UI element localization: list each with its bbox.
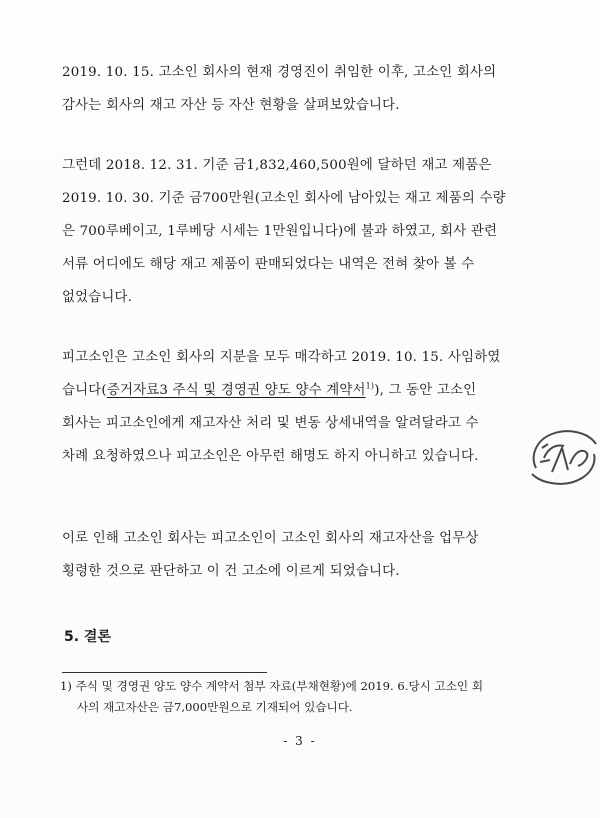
- footnote-divider: [62, 672, 267, 673]
- paragraph-conclusion-lead: [62, 522, 548, 588]
- footnote-line: [60, 676, 550, 697]
- text-line: 이로 인해 고소인 회사는 피고소인이 고소인 회사의 재고자산을 업무상: [62, 531, 479, 546]
- text-line: 횡령한 것으로 판단하고 이 건 고소에 이르게 되었습니다.: [62, 564, 400, 579]
- text-line: 피고소인은 고소인 회사의 지분을 모두 매각하고 2019. 10. 15. 사임하였: [62, 350, 501, 365]
- paragraph-audit: [62, 56, 548, 122]
- footnote: [60, 676, 550, 718]
- page-number: - 3 -: [283, 734, 317, 748]
- text-line: 서류 어디에도 해당 재고 제품이 판매되었다는 내역은 전혀 찾아 볼 수: [62, 257, 475, 272]
- text-line: 없었습니다.: [62, 290, 133, 305]
- text-line: 2019. 10. 15. 고소인 회사의 현재 경영진이 취임한 이후, 고소인 회사의: [62, 65, 497, 80]
- certification-stamp-icon: [522, 418, 600, 490]
- text-line: 차례 요청하였으나 피고소인은 아무런 해명도 하지 아니하고 있습니다.: [62, 449, 479, 464]
- evidence-reference: 증거자료3 주식 및 경영권 양도 양수 계약서: [106, 383, 366, 398]
- paragraph-resignation: [62, 341, 548, 473]
- footnote-line: 사의 재고자산은 금7,000만원으로 기재되어 있습니다.: [77, 700, 353, 714]
- text-fragment: 습니다(: [62, 383, 107, 398]
- text-line: 그런데 2018. 12. 31. 기준 금1,832,460,500원에 달하던 재고 제품은: [62, 158, 492, 173]
- text-line: 회사는 피고소인에게 재고자산 처리 및 변동 상세내역을 알려달라고 수: [62, 416, 479, 431]
- text-line: 은 700루베이고, 1루베당 시세는 1만원입니다)에 불과 하였고, 회사 관련: [62, 224, 498, 239]
- paragraph-inventory: [62, 149, 548, 314]
- footnote-text: 주식 및 경영권 양도 양수 계약서 첨부 자료(부채현황)에 2019. 6.당시 고소인 회: [75, 679, 484, 693]
- footnote-number: 1): [60, 679, 72, 693]
- text-line: 감사는 회사의 재고 자산 등 자산 현황을 살펴보았습니다.: [62, 98, 400, 113]
- text-fragment: ), 그 동안 고소인: [374, 383, 477, 398]
- section-heading: 5. 결론: [64, 629, 111, 645]
- text-line: [62, 374, 548, 407]
- footnote-marker: 1): [365, 381, 375, 391]
- text-line: 2019. 10. 30. 기준 금700만원(고소인 회사에 남아있는 재고 제품의 수량: [62, 191, 506, 206]
